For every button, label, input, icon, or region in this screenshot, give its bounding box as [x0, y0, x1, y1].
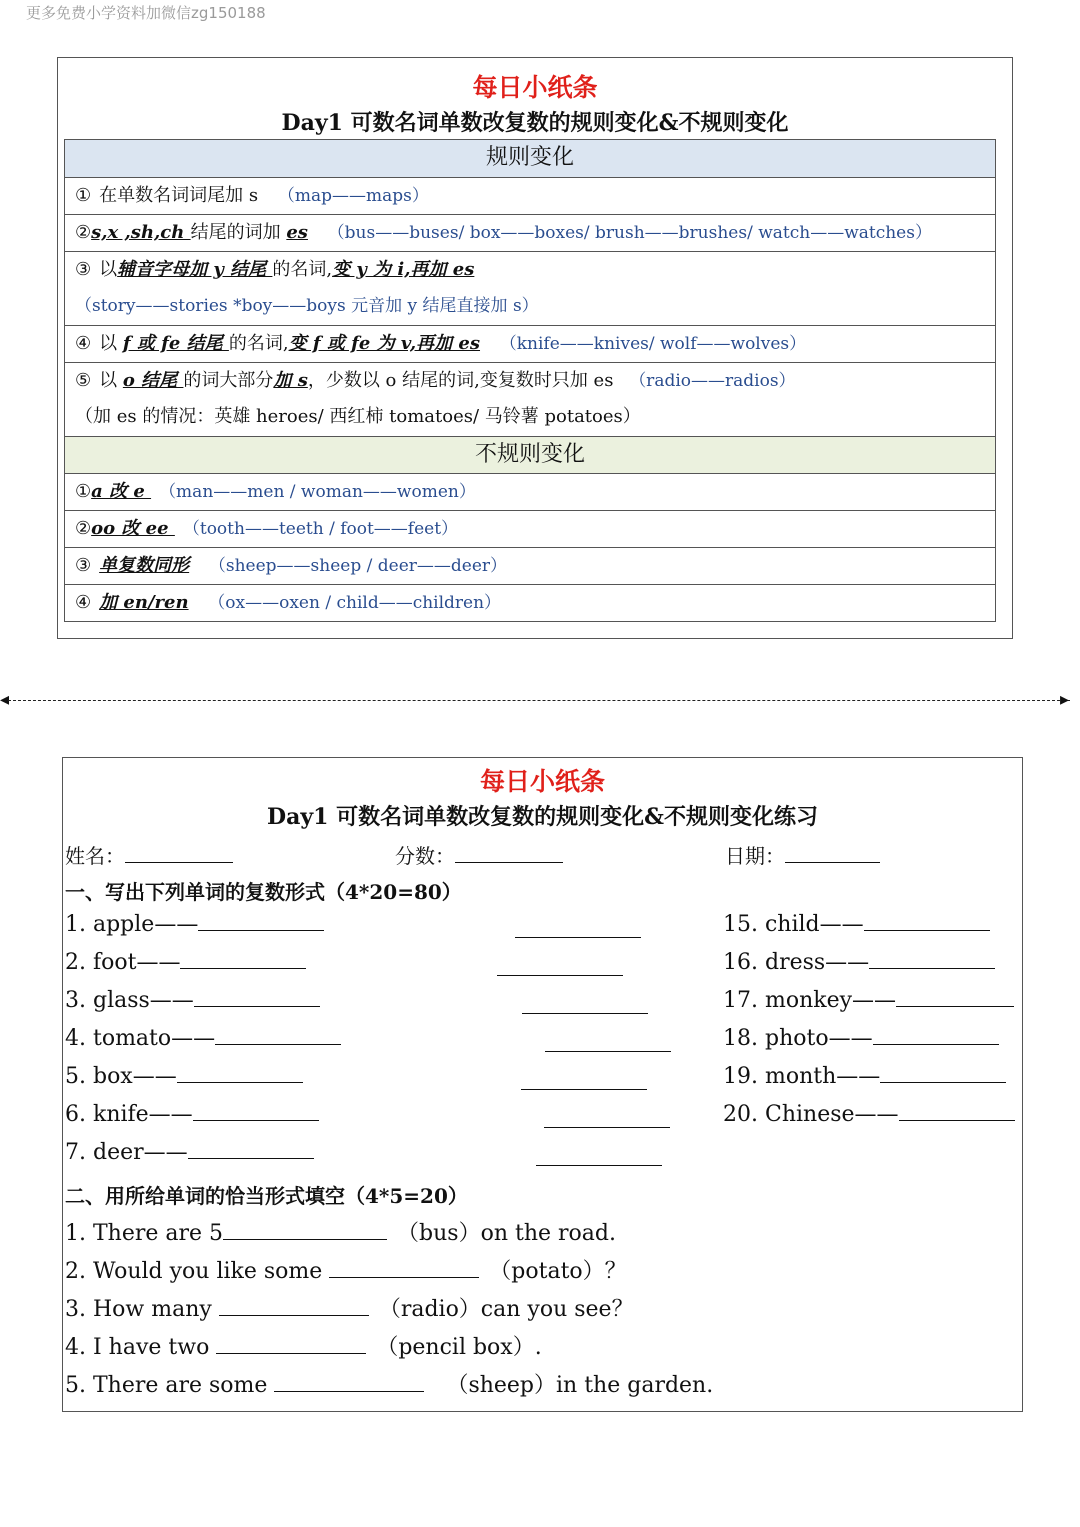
- name-label: 姓名：: [65, 844, 125, 868]
- date-label: 日期：: [725, 844, 785, 868]
- answer-blank[interactable]: [896, 988, 1014, 1007]
- rule-row: [65, 214, 995, 251]
- rule-row: [65, 325, 995, 362]
- rule-text: ，少数以 o 结尾的词,变复数时只加 es: [307, 370, 614, 391]
- rule-keyword: s,x ,sh,ch: [91, 222, 191, 243]
- rule-row: [65, 362, 995, 436]
- rule-example: （ox——oxen / child——children）: [208, 593, 502, 613]
- irregular-row: [65, 473, 995, 510]
- rule-keyword: oo 改 ee: [91, 518, 175, 539]
- rule-text: 结尾的词加: [190, 222, 287, 243]
- answer-blank[interactable]: [223, 1221, 387, 1240]
- rule-example: （radio——radios）: [629, 371, 796, 391]
- name-blank[interactable]: [125, 844, 233, 863]
- watermark: 更多免费小学资料加微信zg150188: [26, 4, 266, 22]
- cut-line: [8, 700, 1070, 701]
- rule-text: 以: [99, 370, 123, 391]
- card-title: 每日小纸条: [472, 73, 598, 102]
- rule-keyword: o 结尾: [122, 370, 184, 391]
- answer-blank[interactable]: [522, 1013, 648, 1014]
- answer-blank[interactable]: [219, 1297, 369, 1316]
- fill-item: 1. There are 5 （bus）on the road.: [65, 1221, 616, 1246]
- exercise-item: 17. monkey——: [723, 988, 1014, 1013]
- rule-example: （bus——buses/ box——boxes/ brush——brushes/ watch——watches）: [327, 223, 932, 243]
- rule-text: 以: [99, 259, 118, 280]
- answer-blank[interactable]: [216, 1335, 366, 1354]
- exercise-item: 4. tomato——: [65, 1026, 341, 1051]
- answer-blank[interactable]: [194, 988, 320, 1007]
- rule-number: ④: [75, 592, 92, 613]
- rule-text: 的词大部分: [183, 370, 274, 391]
- rule-row: [65, 177, 995, 214]
- rule-keyword: 加 en/ren: [99, 592, 189, 613]
- rule-number: ⑤: [75, 370, 92, 391]
- date-field: [725, 840, 880, 869]
- arrow-right-icon: ▸: [1060, 689, 1070, 710]
- answer-blank[interactable]: [536, 1165, 662, 1166]
- rule-keyword: f 或 fe 结尾: [122, 333, 229, 354]
- rule-row: [65, 251, 995, 325]
- rules-table: [64, 139, 996, 622]
- rule-number: ①: [75, 481, 92, 502]
- exercise-item: 19. month——: [723, 1064, 1006, 1089]
- irregular-row: [65, 584, 995, 621]
- rule-keyword: a 改 e: [91, 481, 152, 502]
- exercise-item: 1. apple——: [65, 912, 324, 937]
- irregular-row: [65, 547, 995, 584]
- exercise-item: 15. child——: [723, 912, 990, 937]
- answer-blank[interactable]: [880, 1064, 1006, 1083]
- rule-keyword: 变 f 或 fe 为 v,再加 es: [288, 333, 481, 354]
- answer-blank[interactable]: [515, 937, 641, 938]
- rule-text: 的名词,: [272, 259, 333, 280]
- fill-item: 2. Would you like some （potato）？: [65, 1259, 627, 1284]
- score-blank[interactable]: [455, 844, 563, 863]
- answer-blank[interactable]: [899, 1102, 1015, 1121]
- answer-blank[interactable]: [274, 1373, 424, 1392]
- card-subtitle: Day1 可数名词单数改复数的规则变化&不规则变化练习: [267, 804, 818, 830]
- exercise-item: 20. Chinese——: [723, 1102, 1015, 1127]
- fill-item: 3. How many （radio）can you see？: [65, 1297, 634, 1322]
- rule-text: 以: [99, 333, 123, 354]
- rule-example: （story——stories *boy——boys 元音加 y 结尾直接加 s）: [75, 296, 539, 316]
- answer-blank[interactable]: [180, 950, 306, 969]
- rule-number: ②: [75, 222, 92, 243]
- rule-example: （map——maps）: [277, 186, 429, 206]
- exercise-item: 3. glass——: [65, 988, 320, 1013]
- rule-example: （tooth——teeth / foot——feet）: [182, 519, 459, 539]
- answer-blank[interactable]: [545, 1051, 671, 1052]
- answer-blank[interactable]: [544, 1127, 670, 1128]
- rule-example: （man——men / woman——women）: [159, 482, 476, 502]
- score-label: 分数：: [395, 844, 455, 868]
- exercise-item: 5. box——: [65, 1064, 303, 1089]
- answer-blank[interactable]: [188, 1140, 314, 1159]
- card-title: 每日小纸条: [479, 767, 605, 796]
- answer-blank[interactable]: [215, 1026, 341, 1045]
- regular-header: 规则变化: [65, 140, 995, 177]
- exercise-item: 2. foot——: [65, 950, 306, 975]
- fill-item: 4. I have two （pencil box）.: [65, 1335, 542, 1360]
- rule-text: 在单数名词词尾加 s: [99, 185, 259, 206]
- rule-number: ②: [75, 518, 92, 539]
- rule-example: （knife——knives/ wolf——wolves）: [499, 334, 807, 354]
- rules-card: [57, 57, 1013, 639]
- rule-keyword: 辅音字母加 y 结尾: [117, 259, 273, 280]
- exercise-card: [62, 757, 1023, 1412]
- answer-blank[interactable]: [193, 1102, 319, 1121]
- exercise-item: 16. dress——: [723, 950, 995, 975]
- arrow-left-icon: ◂: [0, 689, 10, 710]
- answer-blank[interactable]: [198, 912, 324, 931]
- answer-blank[interactable]: [864, 912, 990, 931]
- answer-blank[interactable]: [329, 1259, 479, 1278]
- rule-text: 的名词,: [228, 333, 289, 354]
- answer-blank[interactable]: [177, 1064, 303, 1083]
- score-field: [395, 840, 563, 869]
- rule-note: （加 es 的情况：英雄 heroes/ 西红柿 tomatoes/ 马铃薯 potatoes）: [75, 406, 641, 427]
- exercise-item: 18. photo——: [723, 1026, 999, 1051]
- name-field: [65, 840, 233, 869]
- answer-blank[interactable]: [521, 1089, 647, 1090]
- card-subtitle: Day1 可数名词单数改复数的规则变化&不规则变化: [281, 110, 789, 136]
- rule-keyword: es: [286, 222, 308, 243]
- section-2-heading: 二、用所给单词的恰当形式填空（4*5=20）: [65, 1184, 468, 1208]
- rule-keyword: 加 s: [273, 370, 308, 391]
- exercise-item: 7. deer——: [65, 1140, 314, 1165]
- rule-keyword: 变 y 为 i,再加 es: [332, 259, 475, 280]
- exercise-item: 6. knife——: [65, 1102, 319, 1127]
- rule-number: ④: [75, 333, 92, 354]
- answer-blank[interactable]: [497, 975, 623, 976]
- fill-item: 5. There are some （sheep）in the garden.: [65, 1373, 714, 1398]
- answer-blank[interactable]: [869, 950, 995, 969]
- rule-number: ③: [75, 555, 92, 576]
- rule-number: ③: [75, 259, 92, 280]
- rule-number: ①: [75, 185, 92, 206]
- section-1-heading: 一、写出下列单词的复数形式（4*20=80）: [65, 880, 462, 904]
- rule-keyword: 单复数同形: [99, 555, 190, 576]
- irregular-row: [65, 510, 995, 547]
- irregular-header: 不规则变化: [65, 436, 995, 473]
- rule-example: （sheep——sheep / deer——deer）: [208, 556, 508, 576]
- answer-blank[interactable]: [873, 1026, 999, 1045]
- date-blank[interactable]: [785, 844, 880, 863]
